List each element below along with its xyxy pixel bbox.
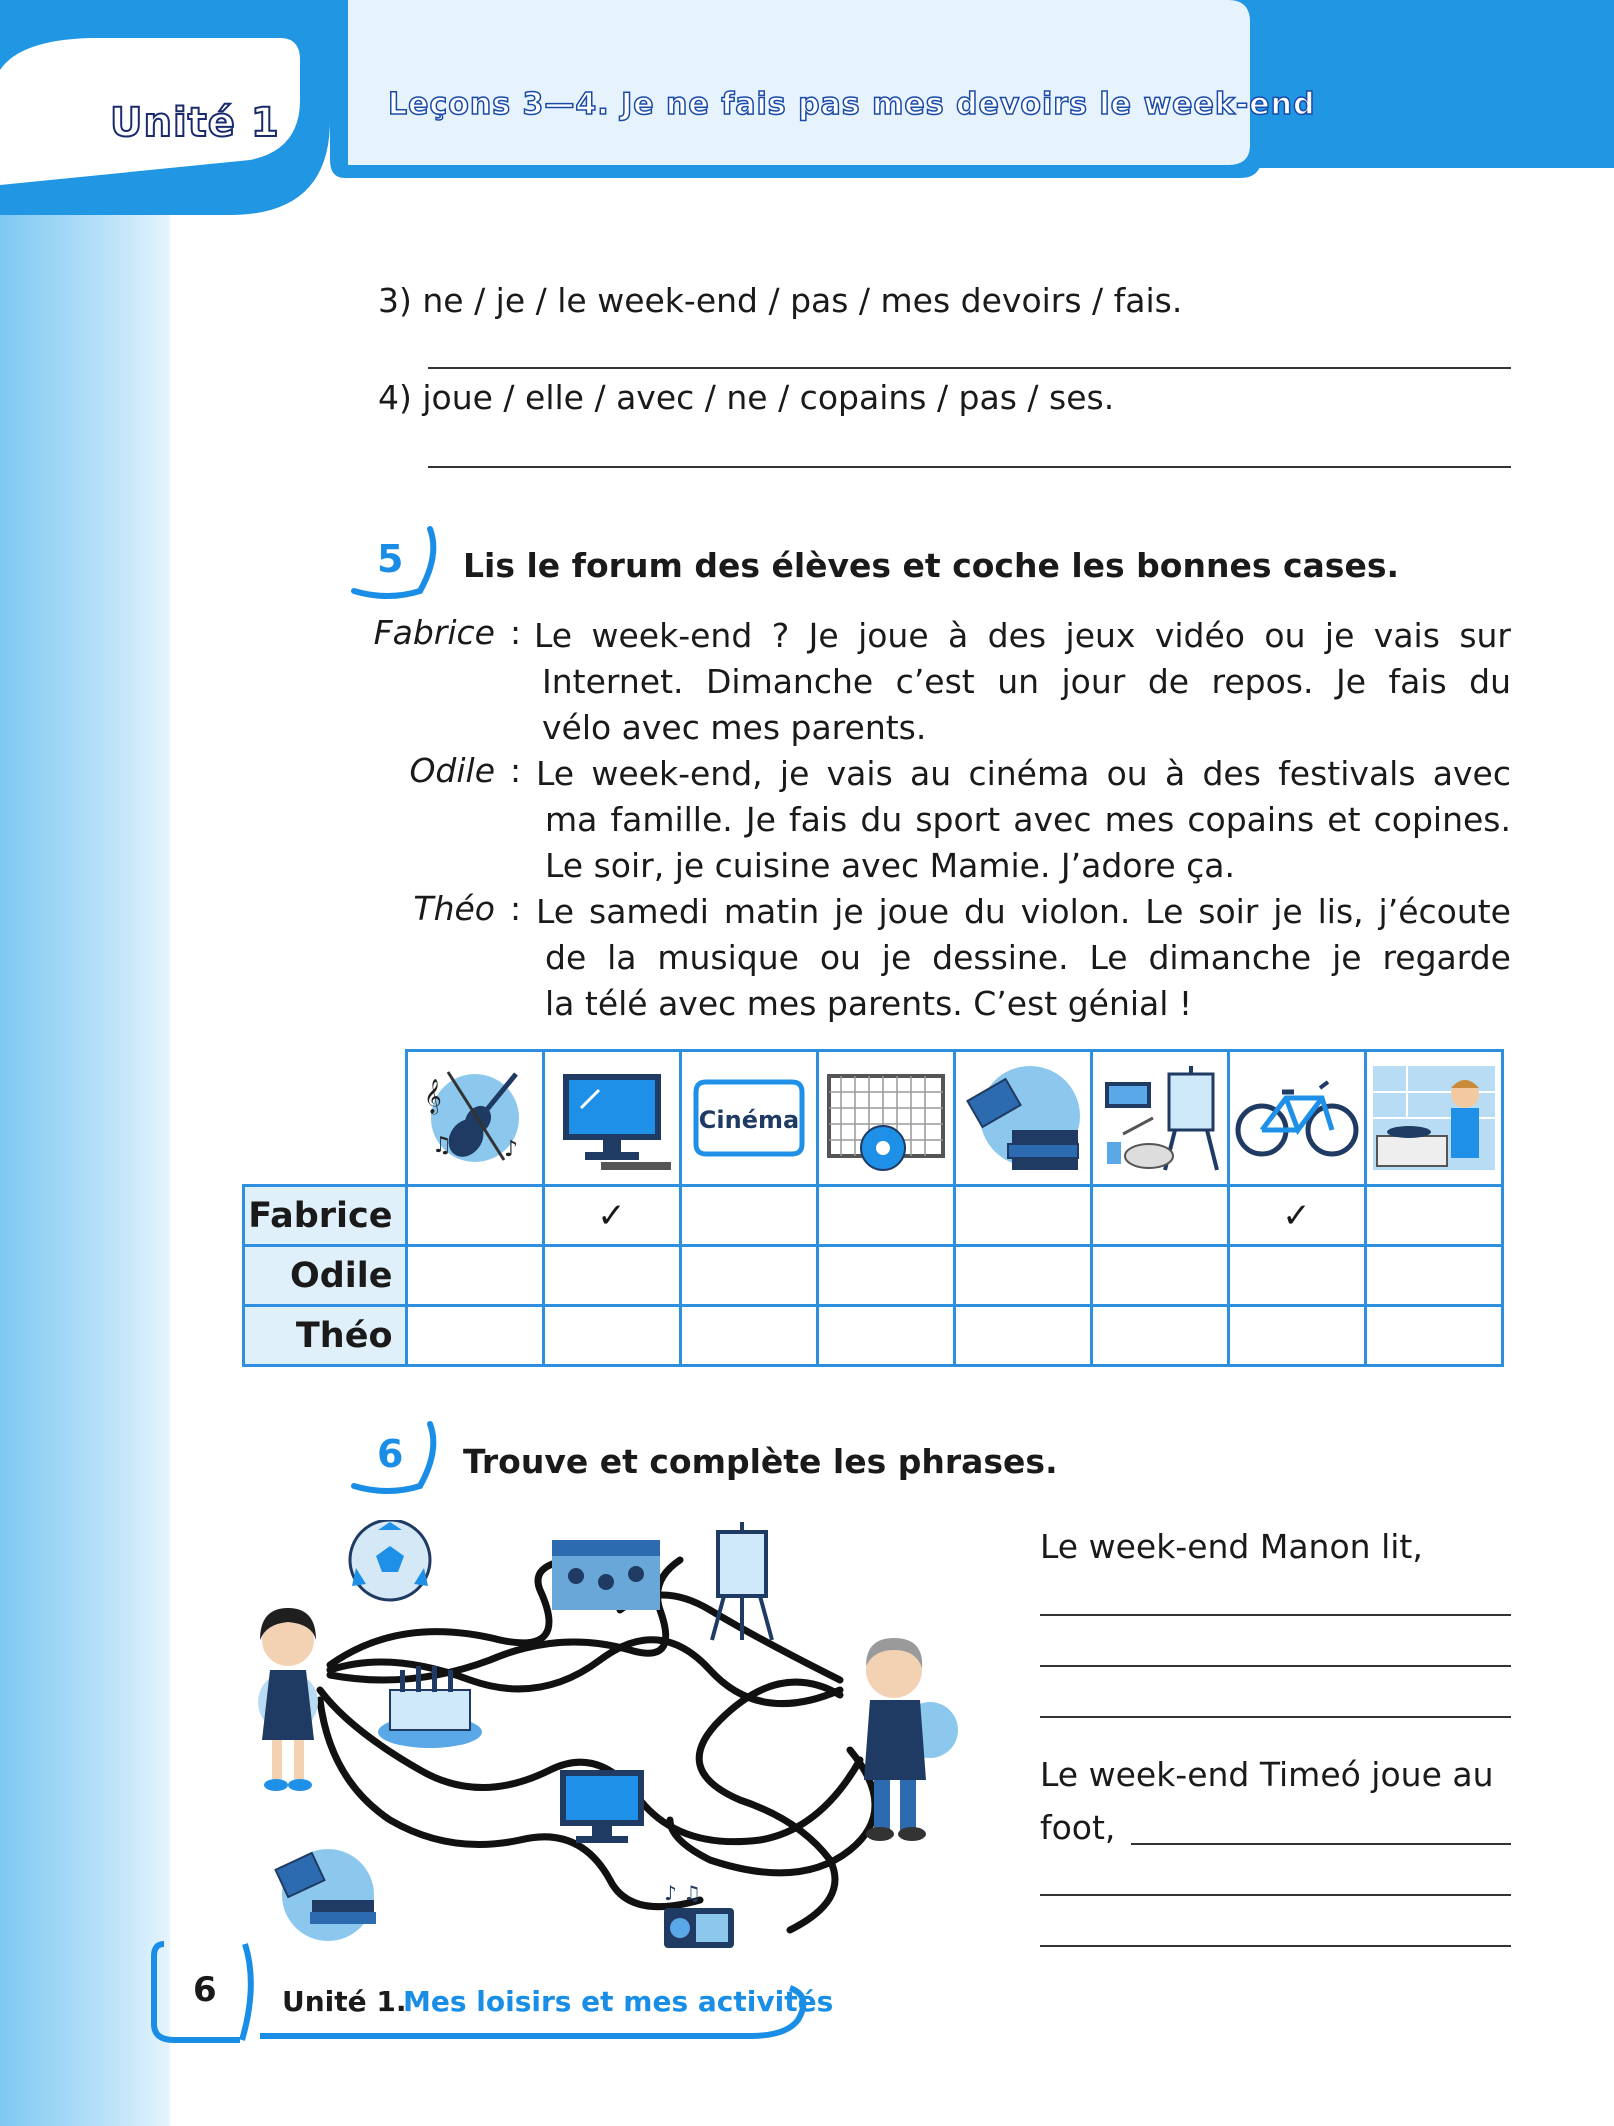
footer-unit: Unité 1. xyxy=(282,1985,407,2018)
boy-timeo-icon xyxy=(864,1638,958,1841)
grid-cell[interactable] xyxy=(954,1306,1091,1366)
forum-line: de la musique ou je dessine. Le dimanche je regarde xyxy=(545,938,1511,977)
sentence-manon: Le week-end Manon lit, xyxy=(1040,1527,1423,1566)
forum-name-odile: Odile xyxy=(409,751,495,790)
forum-line: Internet. Dimanche c’est un jour de repos. Je fais du xyxy=(542,662,1511,701)
unit-label: Unité 1 xyxy=(110,100,280,146)
sentence-item-3: 3) ne / je / le week-end / pas / mes devoirs / fais. xyxy=(378,281,1183,320)
answer-line[interactable] xyxy=(1040,1716,1511,1718)
sentence-item-4: 4) joue / elle / avec / ne / copains / pas / ses. xyxy=(378,378,1115,417)
grid-cell[interactable] xyxy=(680,1246,817,1306)
grid-cell[interactable] xyxy=(680,1306,817,1366)
forum-line: ma famille. Je fais du sport avec mes copains et copines. xyxy=(545,800,1511,839)
cooking-icon xyxy=(1367,1052,1501,1180)
grid-cell[interactable] xyxy=(543,1246,680,1306)
forum-name-fabrice: Fabrice xyxy=(373,613,495,652)
grid-cell[interactable] xyxy=(680,1186,817,1246)
grid-row-name: Odile xyxy=(244,1246,407,1306)
grid-header-violin xyxy=(406,1051,543,1186)
forum-line: Le week-end ? Je joue à des jeux vidéo ou je vais sur xyxy=(534,616,1511,655)
grid-cell[interactable] xyxy=(406,1306,543,1366)
grid-header-cooking xyxy=(1365,1051,1502,1186)
computer-icon xyxy=(560,1770,644,1843)
svg-text:𝄞: 𝄞 xyxy=(423,1079,442,1114)
grid-cell[interactable] xyxy=(954,1186,1091,1246)
answer-line[interactable] xyxy=(428,466,1511,468)
forum-colon: : xyxy=(510,751,522,790)
answer-line[interactable] xyxy=(1040,1894,1511,1896)
sentence-timeo: Le week-end Timeó joue au xyxy=(1040,1755,1494,1794)
grid-cell[interactable] xyxy=(1228,1246,1365,1306)
easel-icon xyxy=(712,1522,772,1640)
violin-icon xyxy=(408,1052,542,1180)
cinema-label: Cinéma xyxy=(698,1106,799,1134)
festival-photo-icon xyxy=(552,1540,660,1610)
grid-cell[interactable] xyxy=(1365,1306,1502,1366)
exercise-6-number: 6 xyxy=(377,1432,404,1476)
forum-line: vélo avec mes parents. xyxy=(542,708,927,747)
forum-colon: : xyxy=(510,889,522,928)
forum-line: Le soir, je cuisine avec Mamie. J’adore ça. xyxy=(545,846,1236,885)
grid-cell[interactable] xyxy=(1228,1306,1365,1366)
bicycle-icon xyxy=(1230,1052,1364,1180)
svg-text:♪ ♫: ♪ ♫ xyxy=(664,1881,702,1905)
grid-cell[interactable] xyxy=(1365,1246,1502,1306)
grid-cell[interactable] xyxy=(1091,1306,1228,1366)
left-decorative-band xyxy=(0,0,170,2126)
cinema-sign-icon xyxy=(682,1052,816,1180)
grid-header-computer xyxy=(543,1051,680,1186)
grid-cell[interactable] xyxy=(817,1306,954,1366)
svg-text:♫: ♫ xyxy=(431,1133,452,1158)
grid-cell[interactable] xyxy=(1091,1246,1228,1306)
answer-line[interactable] xyxy=(1040,1614,1511,1616)
forum-name-theo: Théo xyxy=(413,889,495,928)
answer-line[interactable] xyxy=(1040,1665,1511,1667)
footer-unit-title: Mes loisirs et mes activités xyxy=(403,1985,834,2018)
answer-line[interactable] xyxy=(428,367,1511,369)
grid-cell[interactable]: ✓ xyxy=(1228,1186,1365,1246)
exercise-6-title: Trouve et complète les phrases. xyxy=(463,1442,1058,1481)
lesson-title: Leçons 3—4. Je ne fais pas mes devoirs le week-end xyxy=(388,87,1316,122)
forum-colon: : xyxy=(510,613,522,652)
exercise-5-number: 5 xyxy=(377,537,404,581)
grid-header-books xyxy=(954,1051,1091,1186)
books-icon xyxy=(276,1849,376,1941)
grid-header-painting xyxy=(1091,1051,1228,1186)
computer-icon xyxy=(545,1052,679,1180)
answer-line[interactable] xyxy=(1131,1843,1511,1845)
grid-cell[interactable]: ✓ xyxy=(543,1186,680,1246)
forum-line: Le week-end, je vais au cinéma ou à des festivals avec xyxy=(536,754,1511,793)
grid-row-name: Fabrice xyxy=(244,1186,407,1246)
forum-line: la télé avec mes parents. C’est génial ! xyxy=(545,984,1193,1023)
grid-cell[interactable] xyxy=(543,1306,680,1366)
painting-easel-icon xyxy=(1093,1052,1227,1180)
answer-line[interactable] xyxy=(1040,1945,1511,1947)
activity-grid xyxy=(242,1049,1504,1367)
grid-cell[interactable] xyxy=(954,1246,1091,1306)
forum-line: Le samedi matin je joue du violon. Le soir je lis, j’écoute xyxy=(536,892,1511,931)
sentence-timeo-cont: foot, xyxy=(1040,1808,1116,1847)
music-radio-icon xyxy=(664,1881,734,1948)
football-goal-icon xyxy=(819,1052,953,1180)
grid-row-name: Théo xyxy=(244,1306,407,1366)
girl-manon-icon xyxy=(258,1608,318,1791)
maze-illustration xyxy=(240,1520,970,1960)
grid-header-bicycle xyxy=(1228,1051,1365,1186)
grid-cell[interactable] xyxy=(406,1246,543,1306)
soccer-ball-icon xyxy=(350,1520,430,1600)
grid-cell[interactable] xyxy=(817,1246,954,1306)
books-icon xyxy=(956,1052,1090,1180)
page-number: 6 xyxy=(193,1970,217,2010)
exercise-5-title: Lis le forum des élèves et coche les bonnes cases. xyxy=(463,546,1400,585)
grid-corner xyxy=(244,1051,407,1186)
grid-cell[interactable] xyxy=(406,1186,543,1246)
svg-text:♪: ♪ xyxy=(503,1137,518,1162)
grid-header-football xyxy=(817,1051,954,1186)
grid-cell[interactable] xyxy=(817,1186,954,1246)
grid-cell[interactable] xyxy=(1365,1186,1502,1246)
grid-header-cinema xyxy=(680,1051,817,1186)
grid-cell[interactable] xyxy=(1091,1186,1228,1246)
